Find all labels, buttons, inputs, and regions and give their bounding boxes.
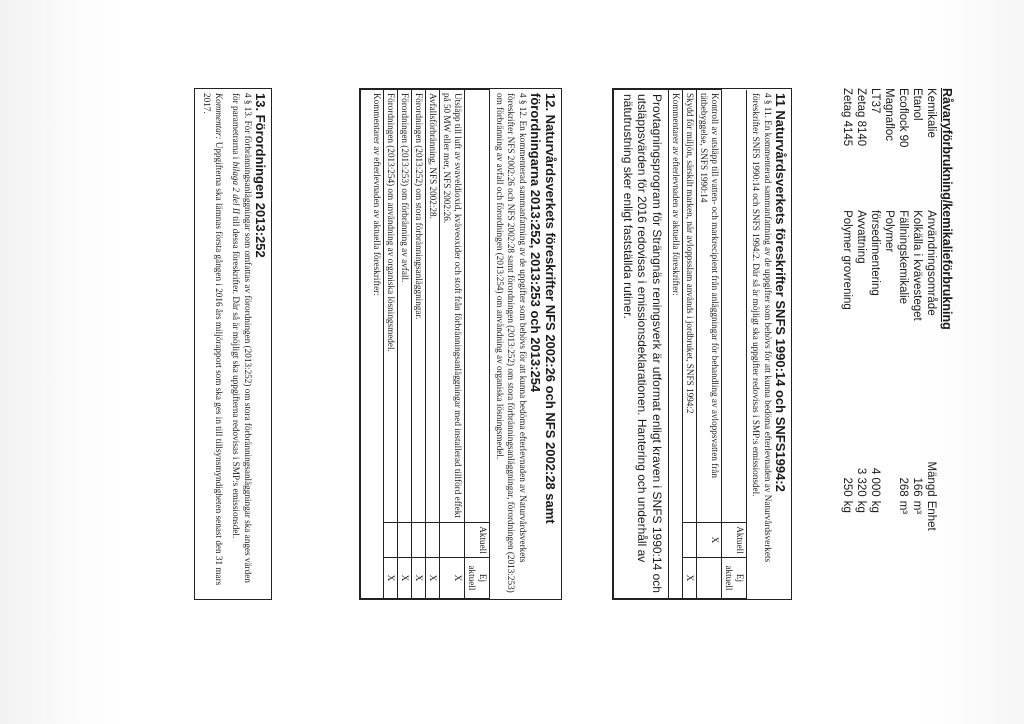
section-11-header (747, 89, 791, 599)
aktuell-checkbox[interactable] (398, 523, 412, 558)
comment-row (614, 90, 669, 599)
intro-part-a: 4 § 13. För förbränningsanläggningar som omfattas av förordningen (2013:252) om stora förbränningsanläggningar ska anges värden för parametrarna i (231, 93, 253, 583)
comment-label: Kommentar: (214, 93, 224, 140)
row-text: Förordningen (2013:252) om stora förbränningsanläggningar. (412, 90, 426, 523)
comment-text: Uppgifterna ska lämnas första gången i 2016 års miljörapport som ska ges in till tillsynsmyndigheten senast den 31 mars 2017. (202, 93, 224, 586)
empty-header-cell (465, 90, 490, 523)
header-aktuell: Aktuell (722, 523, 747, 558)
header-mangd: Mängd (925, 461, 937, 497)
ej-aktuell-checkbox[interactable]: X (440, 558, 465, 599)
table-row (910, 88, 924, 568)
header-aktuell: Aktuell (465, 523, 490, 558)
section-11-comment[interactable]: Provtagningsprogram för Strängnäs reningsverk är utformat enligt kraven i SNFS 1990:14 och utsläppsvärden för 2016 redovisas i emissionsdeklarationen. Hantering och underhåll av nätutrustning sker enligt fastställda rutiner. (621, 94, 664, 593)
header-ej-aktuell: Ej aktuell (465, 558, 490, 599)
ej-aktuell-checkbox[interactable]: X (398, 558, 412, 599)
chemical-unit: m³ (897, 500, 909, 515)
section-12-heading: 12. Naturvårdsverkets föreskrifter NFS 2002:26 och NFS 2002:28 samt förordningarna 2013:252, 2013:253 och 2013:254 (528, 93, 558, 524)
section-13-comment (201, 93, 224, 595)
section-11-intro: 4 § 11. En kommenterad sammanfattning av de uppgifter som behövs för att kunna bedöma efterlevnaden av Naturvårdsverkets föreskrifter SNFS 1990:14 och SNFS 1994:2. Där så är möjligt ska uppgifter redovisas i SMP:s emissionsdel. (751, 93, 773, 563)
table-row (384, 90, 398, 599)
section-11-box (613, 88, 793, 600)
aktuell-checkbox[interactable] (384, 523, 398, 558)
chemical-amount: 3 320 (855, 467, 867, 497)
table-row (412, 90, 426, 599)
table-row (683, 90, 697, 599)
aktuell-checkbox[interactable] (426, 523, 440, 558)
table-row (669, 90, 683, 599)
aktuell-checkbox[interactable] (683, 523, 697, 558)
raw-material-title: Råvarуförbrukning/kemikalieförbrukning (940, 88, 954, 330)
chemical-amount: 268 (897, 477, 909, 497)
chemical-use: Avvattning (855, 210, 867, 264)
section-11-heading: 11 Naturvårdsverkets föreskrifter SNFS 1990:14 och SNFS1994:2 (773, 93, 788, 492)
chemical-amount: 166 (911, 477, 923, 497)
row-text: Förordningen (2013:254) om användning av organiska lösningsmedel. (384, 90, 398, 523)
section-12-header (491, 89, 562, 599)
table-header-row (465, 90, 490, 599)
intro-emphasis: bilaga 2 del II (231, 161, 242, 214)
aktuell-checkbox[interactable] (412, 523, 426, 558)
chemical-use: Polymer grovrening (841, 210, 853, 310)
section-13-body (195, 89, 271, 599)
comment-cell (614, 90, 669, 599)
section-13-intro (230, 93, 253, 595)
row-text: Skydd för miljön, särskilt marken, när avloppsslam används i jordbruket, SNFS 1994:2 (683, 90, 697, 523)
header-anvandningsomrade: Användningsområde (925, 210, 937, 316)
ej-aktuell-checkbox[interactable] (697, 558, 722, 599)
chemical-amount: 4 000 (869, 467, 881, 497)
section-13-box (194, 88, 272, 600)
chemical-unit: kg (855, 500, 867, 513)
section-12-intro: 4 § 12. En kommenterad sammanfattning av de uppgifter som behövs för att kunna bedöma efterlevnaden av Naturvårdsverkets föreskrifter NFS 2002:26 och NFS 2002:28 samt förordningen (2013:252) om stora förbränningsanläggningar, förordningen (2013:253) om förbränning av avfall och förordningen (2013:254) om användning av organiska lösningsmedel. (495, 93, 528, 593)
table-row (361, 90, 384, 599)
chemical-unit: kg (841, 500, 853, 513)
table-header-row (722, 90, 747, 599)
section-12-table (361, 89, 491, 599)
chemical-use: Kolkälla i kvävesteget (911, 210, 923, 321)
table-row (398, 90, 412, 599)
chemical-name: Etanol (911, 88, 923, 121)
aktuell-checkbox[interactable] (440, 523, 465, 558)
chemical-use: Polymer (883, 210, 895, 253)
chemical-name: Ecoflock 90 (897, 88, 909, 148)
chemical-amount (882, 428, 896, 501)
row-text: Avfallsförbränning, NFS 2002:28. (426, 90, 440, 523)
table-row (854, 88, 868, 568)
ej-aktuell-checkbox[interactable]: X (683, 558, 697, 599)
empty-header-cell (722, 90, 747, 523)
chemical-name: Zetag 8140 (855, 88, 867, 147)
table-header-row (924, 88, 938, 568)
ej-aktuell-checkbox[interactable]: X (426, 558, 440, 599)
comment-label[interactable]: Kommentarer av efterlevnaden av aktuella föreskrifter: (361, 90, 384, 599)
comment-label: Kommentarer av efterlevnaden av aktuella föreskrifter: (669, 90, 683, 599)
table-row (882, 88, 896, 568)
section-11-table (614, 89, 748, 599)
intro-part-b: till dessa föreskrifter. Där så är möjligt ska uppgifterna redovisas i SMP:s emissionsdel. (231, 213, 242, 539)
raw-material-table (840, 88, 938, 568)
table-row (868, 88, 882, 568)
ej-aktuell-checkbox[interactable]: X (412, 558, 426, 599)
table-row (440, 90, 465, 599)
chemical-amount: 250 (841, 477, 853, 497)
chemical-use: försedimentering (869, 210, 881, 296)
section-12-box (360, 88, 563, 600)
header-kemikalie: Kemikalie (925, 88, 937, 138)
table-row (426, 90, 440, 599)
chemical-unit: kg (869, 500, 881, 513)
row-text: Utsläpp till luft av svaveldioxid, kväveoxider och stoft från förbränningsanläggningar med installerad tillförd effekt på 50 MW eller mer, NFS 2002:26. (440, 90, 465, 523)
section-13-heading: 13. Förordningen 2013:252 (253, 93, 268, 258)
row-text: Kontroll av utsläpp till vatten- och markrecipient från anläggningar för behandling av avloppsvatten från tätbebyggelse, SNFS 1990:14 (697, 90, 722, 523)
table-row (697, 90, 722, 599)
header-enhet: Enhet (925, 500, 937, 531)
chemical-name: Zetag 4145 (841, 88, 853, 147)
chemical-unit: m³ (911, 500, 923, 515)
table-row (896, 88, 910, 568)
chemical-name: Magnafloc (883, 88, 895, 142)
row-text: Förordningen (2013:253) om förbränning av avfall. (398, 90, 412, 523)
table-row (840, 88, 854, 568)
ej-aktuell-checkbox[interactable]: X (384, 558, 398, 599)
chemical-use: Fällningskemikalie (897, 210, 909, 305)
aktuell-checkbox[interactable]: X (697, 523, 722, 558)
chemical-name: LT37 (869, 88, 881, 114)
chemical-unit (882, 501, 896, 568)
header-ej-aktuell: Ej aktuell (722, 558, 747, 599)
